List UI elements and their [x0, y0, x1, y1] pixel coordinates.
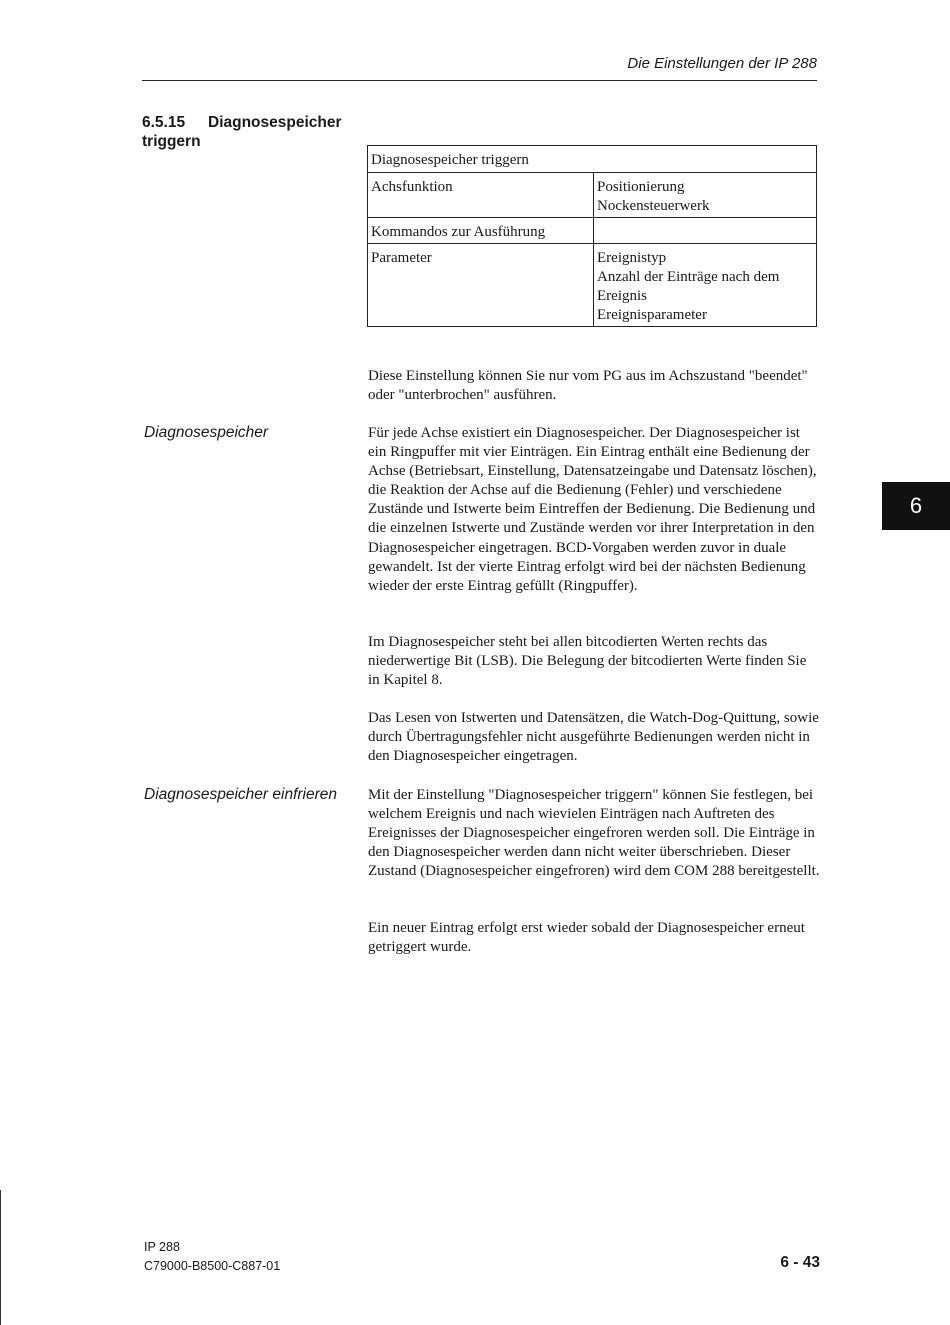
body-paragraph: Mit der Einstellung "Diagnosespeicher triggern" können Sie festlegen, bei welchem Ereignis und nach wievielen Einträgen nach Auftreten des Ereignisses der Diagnosespeicher eingefroren werden soll. Die Einträge in den Diagnosespeicher werden dann nicht weiter überschrieben. Dieser Zustand (Diagnosespeicher eingefroren) wird dem COM 288 bereitgestellt.	[368, 787, 820, 880]
body-paragraph: Im Diagnosespeicher steht bei allen bitcodierten Werten rechts das niederwertige Bit (LSB). Die Belegung der bitcodierten Werte finden Sie in Kapitel 8.	[368, 634, 807, 689]
running-title: Die Einstellungen der IP 288	[627, 55, 817, 72]
table-label-axis-function: Achsfunktion	[368, 173, 594, 218]
table-value: Ereignisparameter	[597, 307, 707, 323]
chapter-tab: 6	[882, 482, 950, 530]
binding-edge-line	[0, 1190, 1, 1325]
table-label-parameter: Parameter	[368, 244, 594, 327]
table-value: Ereignistyp	[597, 250, 667, 266]
table-value: Anzahl der Einträge nach dem	[597, 269, 780, 285]
table-label-commands: Kommandos zur Ausführung	[368, 218, 594, 244]
settings-table	[367, 145, 817, 327]
footer-product: IP 288	[144, 1240, 180, 1254]
table-value: Nockensteuerwerk	[597, 198, 710, 214]
intro-paragraph: Diese Einstellung können Sie nur vom PG aus im Achszustand "beendet" oder "unterbrochen" ausführen.	[368, 368, 808, 404]
table-row	[368, 218, 817, 244]
body-paragraph: Ein neuer Eintrag erfolgt erst wieder sobald der Diagnosespeicher erneut getriggert wurde.	[368, 920, 805, 956]
body-paragraph: Das Lesen von Istwerten und Datensätzen, die Watch-Dog-Quittung, sowie durch Übertragungsfehler nicht ausgeführte Bedienungen werden nicht in den Diagnosespeicher eingetragen.	[368, 710, 819, 765]
margin-label-freeze-memory: Diagnosespeicher einfrieren	[144, 786, 338, 803]
body-paragraph: Für jede Achse existiert ein Diagnosespeicher. Der Diagnosespeicher ist ein Ringpuffer mit vier Einträgen. Ein Eintrag enthält eine Bedienung der Achse (Betriebsart, Einstellung, Datensatzeingabe und Datensatz löschen), die Reaktion der Achse auf die Bedienung (Fehler) und verschiedene Zustände und Istwerte beim Eintreffen der Bedienung. Die Bedienung und die einzelnen Istwerte und Zustände werden vor ihrer Interpretation in den Diagnosespeicher eingetragen. BCD-Vorgaben werden zuvor in duale gewandelt. Ist der vierte Eintrag erfolgt wird bei der nächsten Bedienung wieder der erste Eintrag gefüllt (Ringpuffer).	[368, 425, 817, 594]
header-rule	[142, 80, 817, 81]
table-values-axis-function	[594, 173, 817, 218]
table-row	[368, 173, 817, 218]
table-row	[368, 244, 817, 327]
section-title-line2: triggern	[142, 133, 201, 150]
table-value: Ereignis	[597, 288, 647, 304]
section-title-line1: Diagnosespeicher	[208, 114, 342, 131]
table-values-commands	[594, 218, 817, 244]
footer-order-number: C79000-B8500-C887-01	[144, 1259, 281, 1273]
table-heading: Diagnosespeicher triggern	[368, 146, 817, 173]
page-number: 6 - 43	[780, 1254, 820, 1271]
section-heading	[142, 113, 357, 151]
table-values-parameter	[594, 244, 817, 327]
section-number: 6.5.15	[142, 114, 186, 131]
footer-document-info	[144, 1238, 280, 1276]
margin-label-diagnostic-memory: Diagnosespeicher	[144, 424, 269, 441]
table-value: Positionierung	[597, 179, 685, 195]
